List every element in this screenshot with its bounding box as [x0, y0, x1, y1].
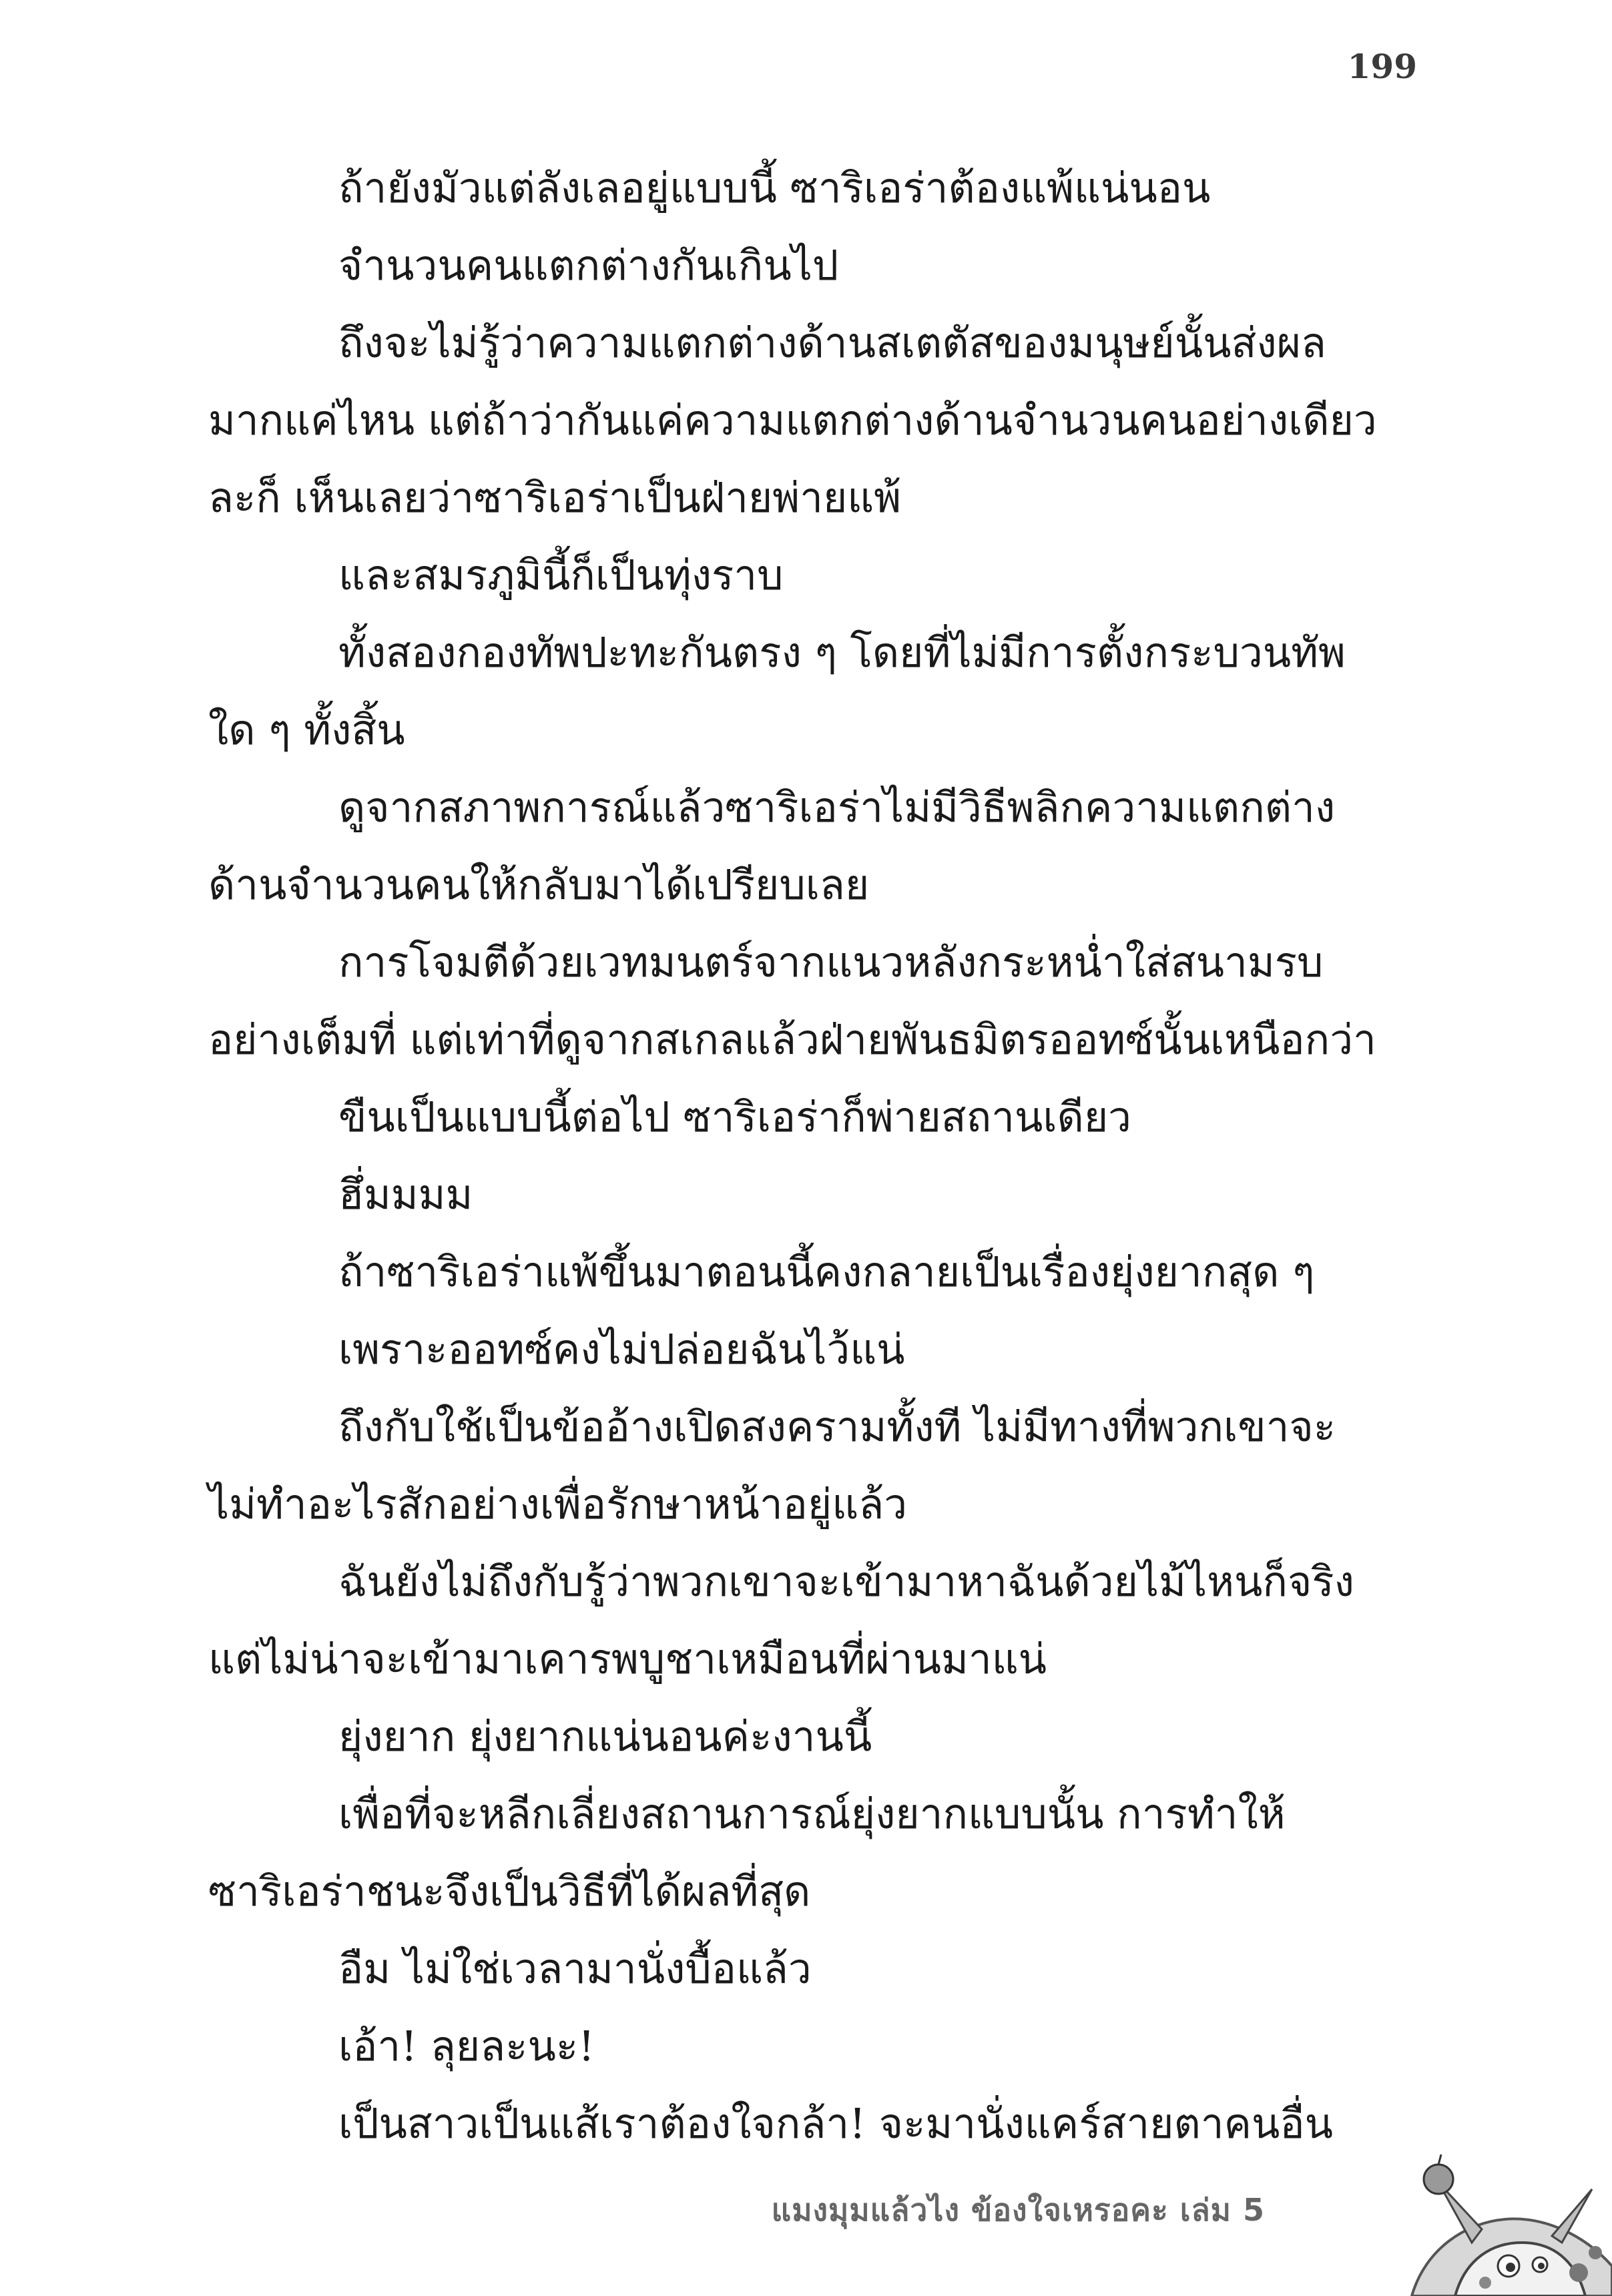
text-line: ขืนเป็นแบบนี้ต่อไป ซาริเอร่าก็พ่ายสถานเดียว: [338, 1093, 1131, 1141]
text-line: ถึงจะไม่รู้ว่าความแตกต่างด้านสเตตัสของมนุษย์นั้นส่งผล: [338, 318, 1326, 367]
text-line: ถ้ายังมัวแต่ลังเลอยู่แบบนี้ ซาริเอร่าต้องแพ้แน่นอน: [338, 164, 1211, 212]
text-line: ฮึ่มมมม: [338, 1170, 473, 1219]
text-line: การโจมตีด้วยเวทมนตร์จากแนวหลังกระหน่ำใส่สนามรบ: [338, 938, 1324, 986]
text-line: ถึงกับใช้เป็นข้ออ้างเปิดสงครามทั้งที ไม่มีทางที่พวกเขาจะ: [338, 1402, 1336, 1451]
text-line: ใด ๆ ทั้งสิ้น: [208, 705, 405, 754]
text-line: มากแค่ไหน แต่ถ้าว่ากันแค่ความแตกต่างด้านจำนวนคนอย่างเดียว: [208, 396, 1377, 445]
text-line: และสมรภูมินี้ก็เป็นทุ่งราบ: [338, 551, 784, 599]
text-line: ถ้าซาริเอร่าแพ้ขึ้นมาตอนนี้คงกลายเป็นเรื่องยุ่งยากสุด ๆ: [338, 1247, 1315, 1296]
text-line: เพราะออทซ์คงไม่ปล่อยฉันไว้แน่: [338, 1325, 905, 1374]
text-line: ไม่ทำอะไรสักอย่างเพื่อรักษาหน้าอยู่แล้ว: [208, 1480, 908, 1528]
text-line: อย่างเต็มที่ แต่เท่าที่ดูจากสเกลแล้วฝ่ายพันธมิตรออทซ์นั้นเหนือกว่า: [208, 1015, 1376, 1064]
page-number: 199: [1347, 47, 1417, 86]
text-line: ด้านจำนวนคนให้กลับมาได้เปรียบเลย: [208, 860, 870, 909]
text-line: ทั้งสองกองทัพปะทะกันตรง ๆ โดยที่ไม่มีการตั้งกระบวนทัพ: [338, 628, 1346, 677]
text-line: ยุ่งยาก ยุ่งยากแน่นอนค่ะงานนี้: [338, 1712, 872, 1761]
body-text: [208, 150, 1410, 2163]
text-line: เป็นสาวเป็นแส้เราต้องใจกล้า! จะมานั่งแคร์สายตาคนอื่น: [338, 2099, 1334, 2148]
spider-mascot-icon: [1392, 2142, 1612, 2296]
text-line: ดูจากสภาพการณ์แล้วซาริเอร่าไม่มีวิธีพลิกความแตกต่าง: [338, 783, 1336, 832]
running-footer-title: แมงมุมแล้วไง ข้องใจเหรอคะ เล่ม 5: [771, 2192, 1265, 2228]
text-line: ฉันยังไม่ถึงกับรู้ว่าพวกเขาจะเข้ามาหาฉันด้วยไม้ไหนก็จริง: [338, 1557, 1354, 1606]
text-line: เพื่อที่จะหลีกเลี่ยงสถานการณ์ยุ่งยากแบบนั้น การทำให้: [338, 1789, 1286, 1838]
text-line: ซาริเอร่าชนะจึงเป็นวิธีที่ได้ผลที่สุด: [208, 1867, 811, 1916]
text-line: แต่ไม่น่าจะเข้ามาเคารพบูชาเหมือนที่ผ่านมาแน่: [208, 1635, 1047, 1683]
text-line: อืม ไม่ใช่เวลามานั่งบื้อแล้ว: [338, 1944, 812, 1993]
text-line: จำนวนคนแตกต่างกันเกินไป: [338, 241, 839, 290]
text-line: ละก็ เห็นเลยว่าซาริเอร่าเป็นฝ่ายพ่ายแพ้: [208, 473, 902, 522]
text-line: เอ้า! ลุยละนะ!: [338, 2022, 595, 2070]
